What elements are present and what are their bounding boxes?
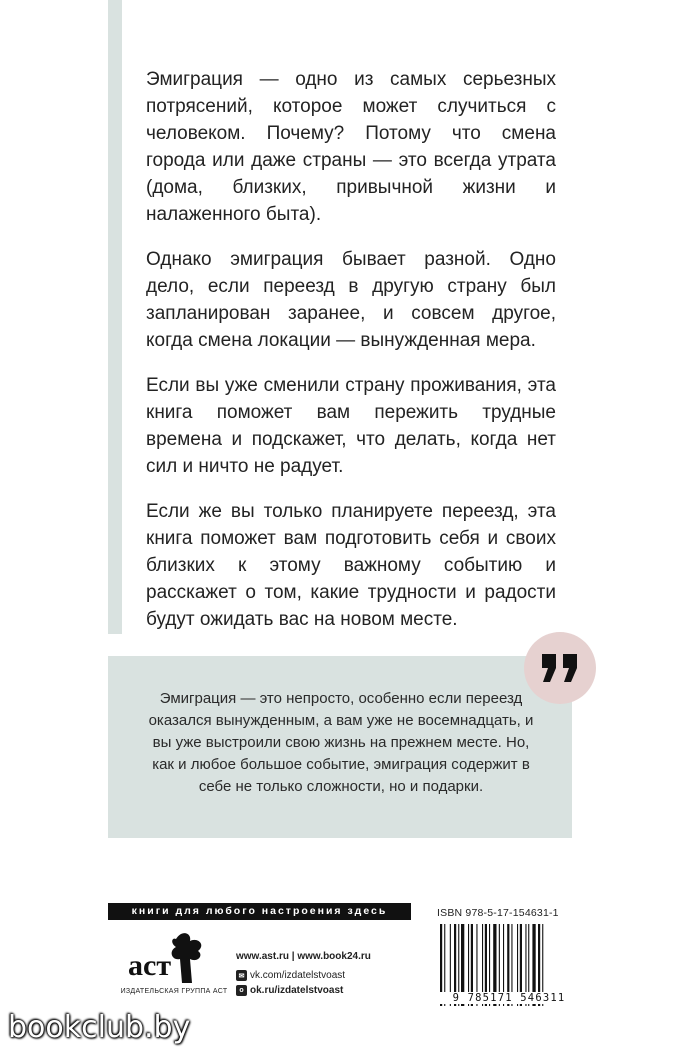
isbn-label: ISBN 978-5-17-154631-1 xyxy=(437,907,559,919)
website-links[interactable]: www.ast.ru | www.book24.ru xyxy=(236,951,371,962)
paragraph: Если же вы только планируете переезд, эта книга поможет вам подготовить себя и своих близких к этому важному событию и расскажет о том, какие трудности и радости будут ожидать вас на новом месте. xyxy=(146,501,556,630)
publisher-group-label: ИЗДАТЕЛЬСКАЯ ГРУППА АСТ xyxy=(120,988,228,995)
quote-text: Эмиграция — это непросто, особенно если переезд оказался вынужденным, а вам уже не восемнадцать, и вы уже выстроили свою жизнь на прежнем месте. Но, как и любое большое событие, эмиграция содержит в себе не только сложности, но и подарки. xyxy=(148,690,534,795)
back-cover-description xyxy=(146,66,556,651)
vk-link-text: vk.com/izdatelstvoast xyxy=(250,970,346,981)
paragraph: Эмиграция — одно из самых серьезных потрясений, которое может случиться с человеком. Почему? Потому что смена города или даже страны — это всегда утрата (дома, близких, привычной жизни и налаженного быта). xyxy=(146,69,556,225)
ok-link-text: ok.ru/izdatelstvoast xyxy=(250,985,344,996)
logo-figure xyxy=(172,933,202,983)
publisher-tagline: книги для любого настроения здесь xyxy=(108,903,411,920)
barcode-digits: 9 785171 546311 xyxy=(434,992,584,1004)
watermark: bookclub.by xyxy=(8,1010,191,1045)
ok-link[interactable] xyxy=(236,985,343,996)
logo-text: аст xyxy=(128,949,172,982)
vk-icon: ✉ xyxy=(236,970,247,981)
quote-marks-icon xyxy=(524,632,596,704)
paragraph: Однако эмиграция бывает разной. Одно дело, если переезд в другую страну был запланирован заранее, и совсем другое, когда смена локации — вынужденная мера. xyxy=(146,249,556,351)
quote-marks-glyph xyxy=(538,650,582,686)
vk-link[interactable] xyxy=(236,970,345,981)
paragraph: Если вы уже сменили страну проживания, эта книга поможет вам пережить трудные времена и подскажет, что делать, когда нет сил и ничто не радует. xyxy=(146,375,556,477)
ok-icon: o xyxy=(236,985,247,996)
decorative-side-bar xyxy=(108,0,122,634)
